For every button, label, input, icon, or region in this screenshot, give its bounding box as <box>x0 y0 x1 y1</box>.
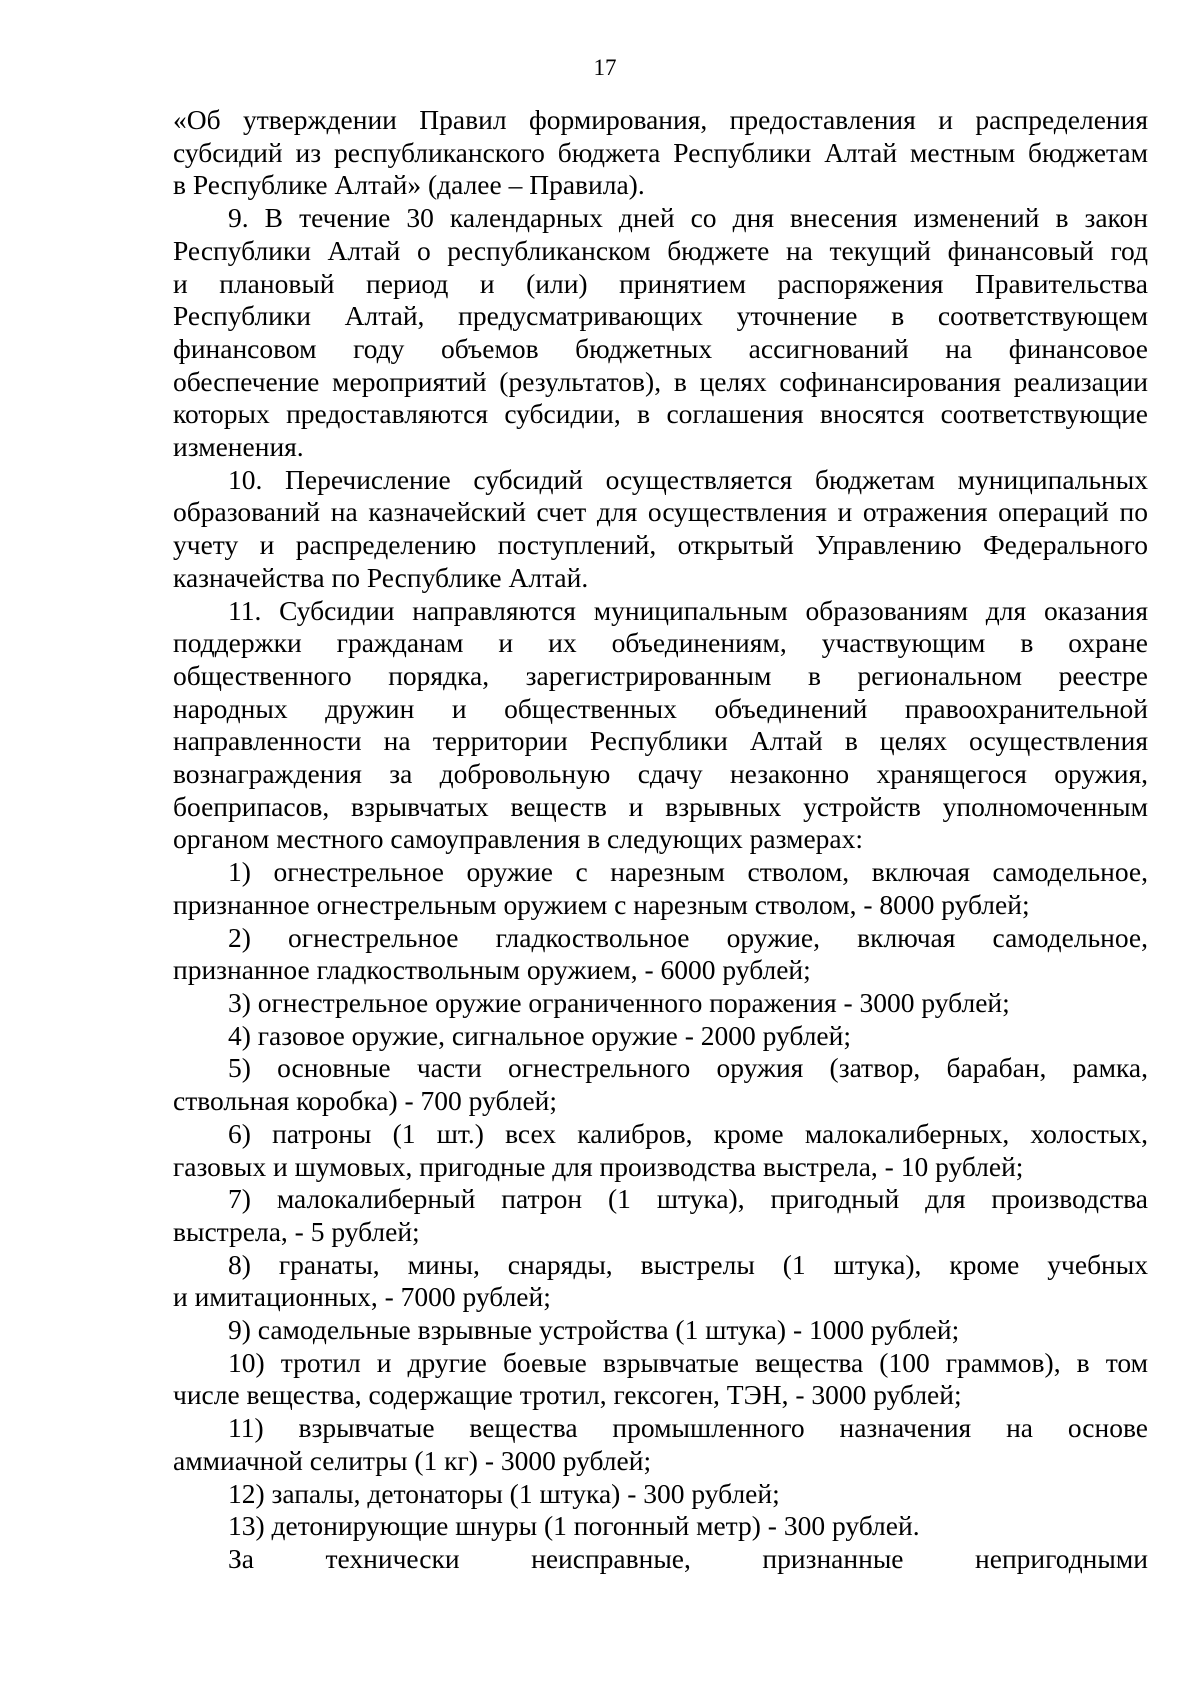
text-line: признанное огнестрельным оружием с нарезным стволом, - 8000 рублей; <box>173 888 1030 920</box>
paragraph <box>173 1478 1148 1511</box>
paragraph <box>173 1183 1148 1248</box>
text-line: «Об утверждении Правил формирования, предоставления и распределения <box>173 104 1148 135</box>
text-line: аммиачной селитры (1 кг) - 3000 рублей; <box>173 1444 652 1476</box>
text-line: субсидий из республиканского бюджета Республики Алтай местным бюджетам <box>173 136 1148 168</box>
text-line: и плановый период и (или) принятием распоряжения Правительства <box>173 267 1148 299</box>
text-line: поддержки гражданам и их объединениям, участвующим в охране <box>173 627 1148 659</box>
text-line: числе вещества, содержащие тротил, гексоген, ТЭН, - 3000 рублей; <box>173 1379 962 1411</box>
text-line: 1) огнестрельное оружие с нарезным стволом, включая самодельное, <box>228 856 1148 888</box>
text-line: которых предоставляются субсидии, в соглашения вносятся соответствующие <box>173 398 1148 430</box>
paragraph <box>173 856 1148 921</box>
text-line: обеспечение мероприятий (результатов), в целях софинансирования реализации <box>173 365 1148 397</box>
text-line: образований на казначейский счет для осуществления и отражения операций по <box>173 496 1148 528</box>
text-line: казначейства по Республике Алтай. <box>173 561 589 593</box>
text-line: 13) детонирующие шнуры (1 погонный метр) - 300 рублей. <box>228 1510 920 1542</box>
paragraph <box>173 1118 1148 1183</box>
text-line: вознаграждения за добровольную сдачу незаконно хранящегося оружия, <box>173 758 1148 790</box>
text-line: выстрела, - 5 рублей; <box>173 1215 420 1247</box>
text-line: финансовом году объемов бюджетных ассигнований на финансовое <box>173 332 1148 364</box>
text-line: направленности на территории Республики Алтай в целях осуществления <box>173 725 1148 757</box>
text-line: газовых и шумовых, пригодные для производства выстрела, - 10 рублей; <box>173 1150 1024 1182</box>
paragraph <box>173 1412 1148 1477</box>
text-line: 12) запалы, детонаторы (1 штука) - 300 рублей; <box>228 1477 780 1509</box>
paragraph <box>173 1052 1148 1117</box>
text-line: Республики Алтай, предусматривающих уточнение в соответствующем <box>173 300 1148 332</box>
paragraph <box>173 104 1148 202</box>
text-line: 11) взрывчатые вещества промышленного назначения на основе <box>228 1412 1148 1444</box>
paragraph <box>173 1020 1148 1053</box>
paragraph <box>173 922 1148 987</box>
text-line: народных дружин и общественных объединений правоохранительной <box>173 692 1148 724</box>
text-line: ствольная коробка) - 700 рублей; <box>173 1085 558 1117</box>
paragraph <box>173 464 1148 595</box>
page-number: 17 <box>593 55 617 80</box>
text-line: 8) гранаты, мины, снаряды, выстрелы (1 штука), кроме учебных <box>228 1248 1148 1280</box>
text-line: 11. Субсидии направляются муниципальным образованиям для оказания <box>228 594 1148 626</box>
paragraph <box>173 1249 1148 1314</box>
paragraph <box>173 1347 1148 1412</box>
text-line: общественного порядка, зарегистрированным в региональном реестре <box>173 659 1148 691</box>
document-body <box>173 104 1148 1576</box>
text-line: Республики Алтай о республиканском бюджете на текущий финансовый год <box>173 234 1148 266</box>
paragraph <box>173 1314 1148 1347</box>
text-line: и имитационных, - 7000 рублей; <box>173 1281 551 1313</box>
text-line: 2) огнестрельное гладкоствольное оружие, включая самодельное, <box>228 921 1148 953</box>
text-line: изменения. <box>173 431 304 463</box>
paragraph <box>173 202 1148 464</box>
paragraph <box>173 1543 1148 1576</box>
text-line: 3) огнестрельное оружие ограниченного поражения - 3000 рублей; <box>228 986 1010 1018</box>
text-line: 9) самодельные взрывные устройства (1 штука) - 1000 рублей; <box>228 1314 960 1346</box>
text-line: боеприпасов, взрывчатых веществ и взрывных устройств уполномоченным <box>173 790 1148 822</box>
text-line: 10) тротил и другие боевые взрывчатые вещества (100 граммов), в том <box>228 1346 1148 1378</box>
text-line: 9. В течение 30 календарных дней со дня внесения изменений в закон <box>228 202 1148 234</box>
text-line: 4) газовое оружие, сигнальное оружие - 2000 рублей; <box>228 1019 851 1051</box>
text-line: в Республике Алтай» (далее – Правила). <box>173 169 645 201</box>
text-line: 5) основные части огнестрельного оружия (затвор, барабан, рамка, <box>228 1052 1148 1084</box>
text-line: признанное гладкоствольным оружием, - 6000 рублей; <box>173 954 811 986</box>
text-line: учету и распределению поступлений, открытый Управлению Федерального <box>173 529 1148 561</box>
text-line: 6) патроны (1 шт.) всех калибров, кроме малокалиберных, холостых, <box>228 1117 1148 1149</box>
paragraph <box>173 595 1148 857</box>
text-line: 10. Перечисление субсидий осуществляется бюджетам муниципальных <box>228 463 1148 495</box>
text-line: 7) малокалиберный патрон (1 штука), пригодный для производства <box>228 1183 1148 1215</box>
paragraph <box>173 1510 1148 1543</box>
paragraph <box>173 987 1148 1020</box>
text-line: органом местного самоуправления в следующих размерах: <box>173 823 864 855</box>
text-line: За технически неисправные, признанные непригодными <box>228 1542 1148 1574</box>
